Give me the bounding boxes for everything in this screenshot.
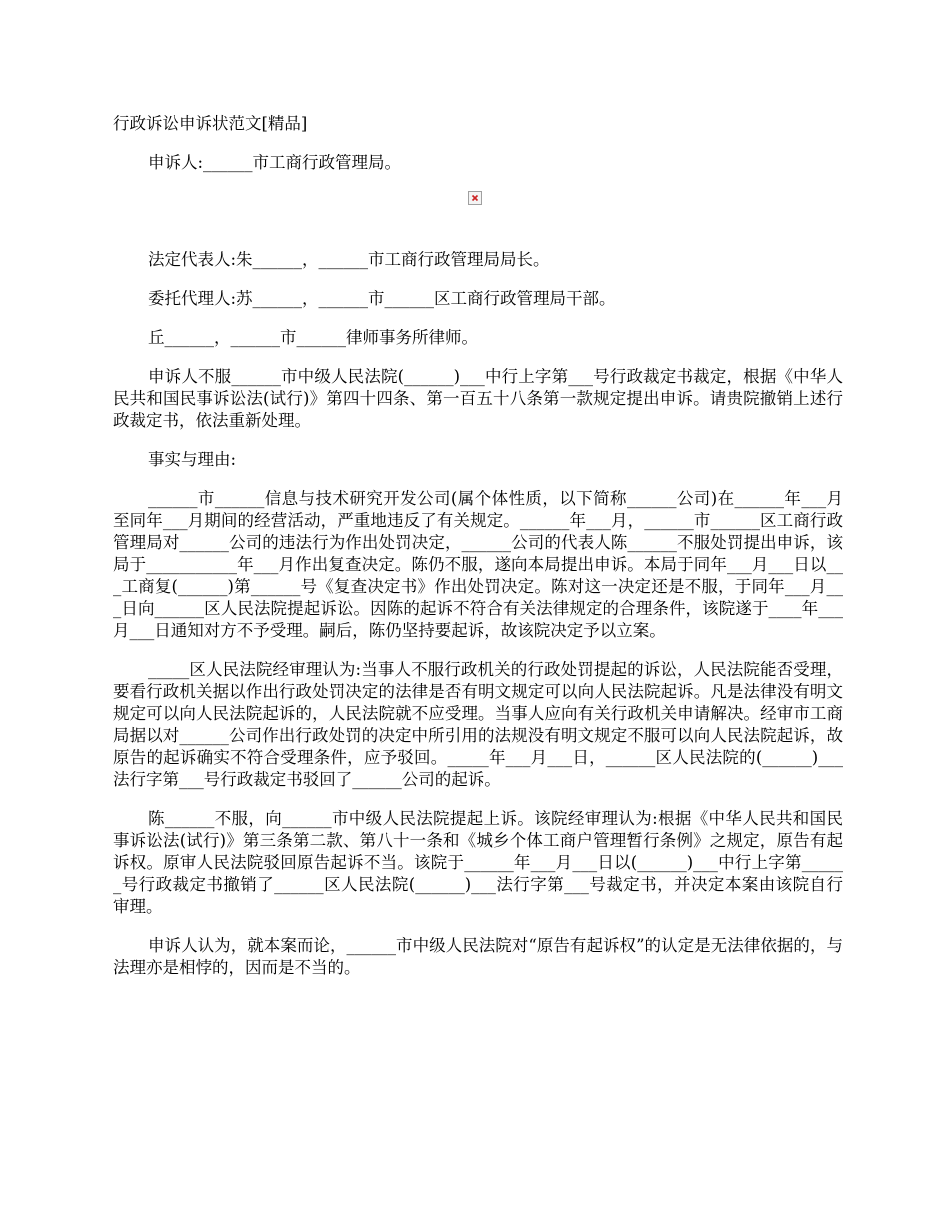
broken-image-icon [468,191,482,205]
paragraph-facts-3: 陈______不服，向______市中级人民法院提起上诉。该院经审理认为:根据《中华人民共和国民事诉讼法(试行)》第三条第二款、第八十一条和《城乡个体工商户管理暂行条例》之规定，原告有起诉权。原审人民法院驳回原告起诉不当。该院于______年___月___日以(______)___中行上字第______号行政裁定书撤销了______区人民法院(______)___法行字第___号裁定书，并决定本案由该院自行审理。 [113,809,843,916]
paragraph-facts-heading: 事实与理由: [148,450,237,469]
paragraph-agent-su: 委托代理人:苏______，______市______区工商行政管理局干部。 [148,289,616,308]
paragraph-facts-2: _____区人民法院经审理认为:当事人不服行政机关的行政处罚提起的诉讼，人民法院能否受理，要看行政机关据以作出行政处罚决定的法律是否有明文规定可以向人民法院起诉。凡是法律没有明文规定可以向人民法院起诉的，人民法院就不应受理。当事人应向有关行政机关申请解决。经审市工商局据以对______公司作出行政处罚的决定中所引用的法规没有明文规定不服可以向人民法院起诉，故原告的起诉确实不符合受理条件，应予驳回。_____年___月___日，______区人民法院的(______)___法行字第___号行政裁定书驳回了______公司的起诉。 [113,660,843,789]
paragraph-appellant: 申诉人:______市工商行政管理局。 [148,153,402,172]
document-title: 行政诉讼申诉状范文[精品] [113,114,308,133]
paragraph-facts-1: ______市______信息与技术研究开发公司(属个体性质，以下简称______公司)在______年___月至同年___月期间的经营活动，严重地违反了有关规定。______年___月，______市______区工商行政管理局对______公司的违法行为作出处罚决定，______公司的代表人陈______不服处罚提出申诉，该局于___________年___月作出复查决定。陈仍不服，遂向本局提出申诉。本局于同年___月___日以___工商复(______)第______号《复查决定书》作出处罚决定。陈对这一决定还是不服，于同年___月___日向______区人民法院提起诉讼。因陈的起诉不符合有关法律规定的合理条件，该院遂于____年___月___日通知对方不予受理。嗣后，陈仍坚持要起诉，故该院决定予以立案。 [113,489,843,640]
paragraph-request: 申诉人不服______市中级人民法院(______)___中行上字第___号行政裁定书裁定，根据《中华人民共和国民事诉讼法(试行)》第四十四条、第一百五十八条第一款规定提出申诉。请贵院撤销上述行政裁定书，依法重新处理。 [113,367,843,430]
paragraph-conclusion: 申诉人认为，就本案而论，______市中级人民法院对“原告有起诉权”的认定是无法律依据的，与法理亦是相悖的，因而是不当的。 [113,936,843,977]
paragraph-agent-qiu: 丘______，______市______律师事务所律师。 [148,328,478,347]
embedded-image-area [113,191,843,249]
document-page [113,113,843,996]
paragraph-legal-representative: 法定代表人:朱______，______市工商行政管理局局长。 [148,250,550,269]
